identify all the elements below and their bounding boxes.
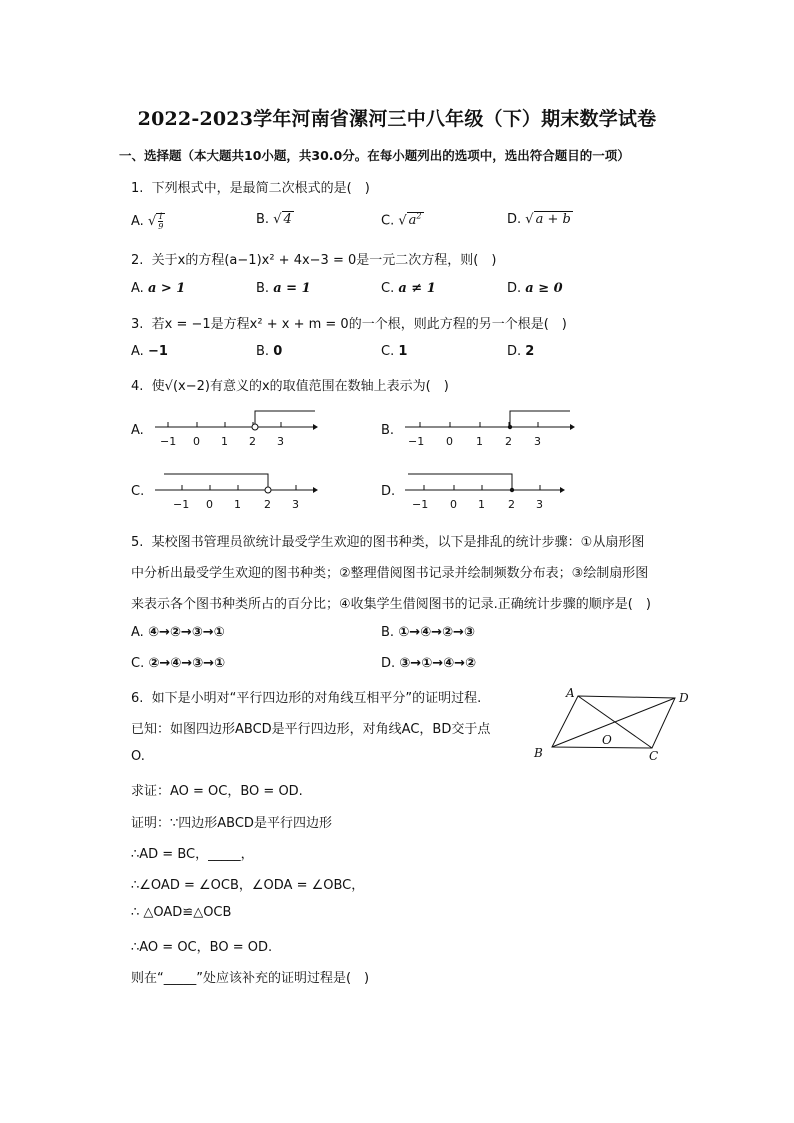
tick-label: 2: [264, 498, 271, 511]
number-line-c: [150, 468, 322, 514]
section-heading: 一、选择题（本大题共10小题，共30.0分。在每小题列出的选项中，选出符合题目的一项）: [119, 148, 630, 163]
question-5: 5. 某校图书管理员欲统计最受学生欢迎的图书种类，以下是排乱的统计步骤：①从扇形图: [131, 535, 645, 550]
question-stem-line: 来表示各个图书种类所占的百分比；④收集学生借阅图书的记录.正确统计步骤的顺序是( ): [131, 597, 651, 612]
number-line-d: [400, 468, 572, 514]
option-b[interactable]: B. ①→④→②→③: [381, 625, 475, 640]
question-line: 已知：如图四边形ABCD是平行四边形，对角线AC，BD交于点: [131, 722, 491, 737]
option-c[interactable]: C. √ $a^2$: [381, 212, 422, 229]
tick-label: 0: [446, 435, 453, 448]
question-line: ∴AD = BC，_____，: [131, 847, 254, 862]
tick-label: 2: [249, 435, 256, 448]
question-2: 2. 关于x的方程(a−1)x² + 4x−3 = 0是一元二次方程，则( ): [131, 253, 497, 268]
number-line-a: [150, 405, 320, 451]
tick-label: 1: [478, 498, 485, 511]
question-line: 证明：∵四边形ABCD是平行四边形: [131, 816, 332, 831]
question-stem-line: 中分析出最受学生欢迎的图书种类；②整理借阅图书记录并绘制频数分布表；③绘制扇形图: [131, 566, 649, 581]
tick-label: 0: [206, 498, 213, 511]
question-line: 则在“_____”处应该补充的证明过程是( ): [131, 971, 370, 986]
tick-label: 1: [234, 498, 241, 511]
vertex-label-a: A: [566, 686, 575, 700]
question-stem-line: 某校图书管理员欲统计最受学生欢迎的图书种类，以下是排乱的统计步骤：①从扇形图: [151, 535, 645, 550]
option-a[interactable]: A.: [131, 423, 144, 438]
tick-label: −1: [412, 498, 429, 511]
option-a[interactable]: A. a > 1: [131, 281, 186, 296]
question-line: O.: [131, 749, 145, 764]
option-d[interactable]: D. √ a + b: [507, 212, 571, 227]
vertex-label-b: B: [534, 746, 543, 760]
tick-label: −1: [160, 435, 177, 448]
tick-label: 3: [277, 435, 284, 448]
question-number: 1.: [131, 181, 144, 196]
question-3: 3. 若x = −1是方程x² + x + m = 0的一个根，则此方程的另一个根是( ): [131, 317, 567, 332]
option-c[interactable]: C. a ≠ 1: [381, 281, 436, 296]
option-a[interactable]: A. −1: [131, 344, 168, 359]
option-d[interactable]: D. ③→①→④→②: [381, 656, 477, 671]
tick-label: −1: [408, 435, 425, 448]
question-6: 6. 如下是小明对“平行四边形的对角线互相平分”的证明过程.: [131, 691, 482, 706]
tick-label: 2: [508, 498, 515, 511]
parallelogram-figure: [530, 684, 700, 766]
question-stem: 关于x的方程(a−1)x² + 4x−3 = 0是一元二次方程，则( ): [151, 253, 497, 268]
vertex-label-c: C: [649, 749, 659, 763]
option-a[interactable]: A. √ $\frac{1}{9}$: [131, 212, 164, 231]
option-d[interactable]: D.: [381, 484, 396, 499]
number-line-b: [400, 405, 578, 451]
tick-label: −1: [173, 498, 190, 511]
option-b[interactable]: B. √ 4: [256, 212, 292, 227]
option-c[interactable]: C. ②→④→③→①: [131, 656, 226, 671]
question-4: 4. 使√(x−2)有意义的x的取值范围在数轴上表示为( ): [131, 379, 449, 394]
option-d[interactable]: D. a ≥ 0: [507, 281, 563, 296]
tick-label: 3: [534, 435, 541, 448]
option-b[interactable]: B. a = 1: [256, 281, 311, 296]
option-b[interactable]: B.: [381, 423, 395, 438]
tick-label: 1: [221, 435, 228, 448]
center-label-o: O: [602, 733, 612, 747]
tick-label: 2: [505, 435, 512, 448]
option-d[interactable]: D. 2: [507, 344, 535, 359]
tick-label: 3: [292, 498, 299, 511]
option-a-math: √ $\frac{1}{9}$: [147, 212, 164, 231]
question-line: ∴∠OAD = ∠OCB，∠ODA = ∠OBC，: [131, 878, 365, 893]
question-stem: 使√(x−2)有意义的x的取值范围在数轴上表示为( ): [151, 379, 449, 394]
option-a[interactable]: A. ④→②→③→①: [131, 625, 225, 640]
question-line: 求证：AO = OC，BO = OD.: [131, 784, 303, 799]
tick-label: 0: [193, 435, 200, 448]
vertex-label-d: D: [679, 691, 689, 705]
tick-label: 0: [450, 498, 457, 511]
question-line: ∴ △OAD≌△OCB: [131, 905, 232, 920]
page-title: 2022-2023学年河南省漯河三中八年级（下）期末数学试卷: [137, 108, 657, 130]
question-1: [131, 177, 370, 196]
option-b[interactable]: B. 0: [256, 344, 283, 359]
tick-label: 1: [476, 435, 483, 448]
tick-label: 3: [536, 498, 543, 511]
question-line: 如下是小明对“平行四边形的对角线互相平分”的证明过程.: [151, 691, 482, 706]
option-c[interactable]: C.: [131, 484, 145, 499]
question-stem: 若x = −1是方程x² + x + m = 0的一个根，则此方程的另一个根是( ): [151, 317, 567, 332]
question-stem: 下列根式中，是最简二次根式的是( ): [151, 181, 370, 196]
option-c[interactable]: C. 1: [381, 344, 408, 359]
question-line: ∴AO = OC，BO = OD.: [131, 940, 273, 955]
